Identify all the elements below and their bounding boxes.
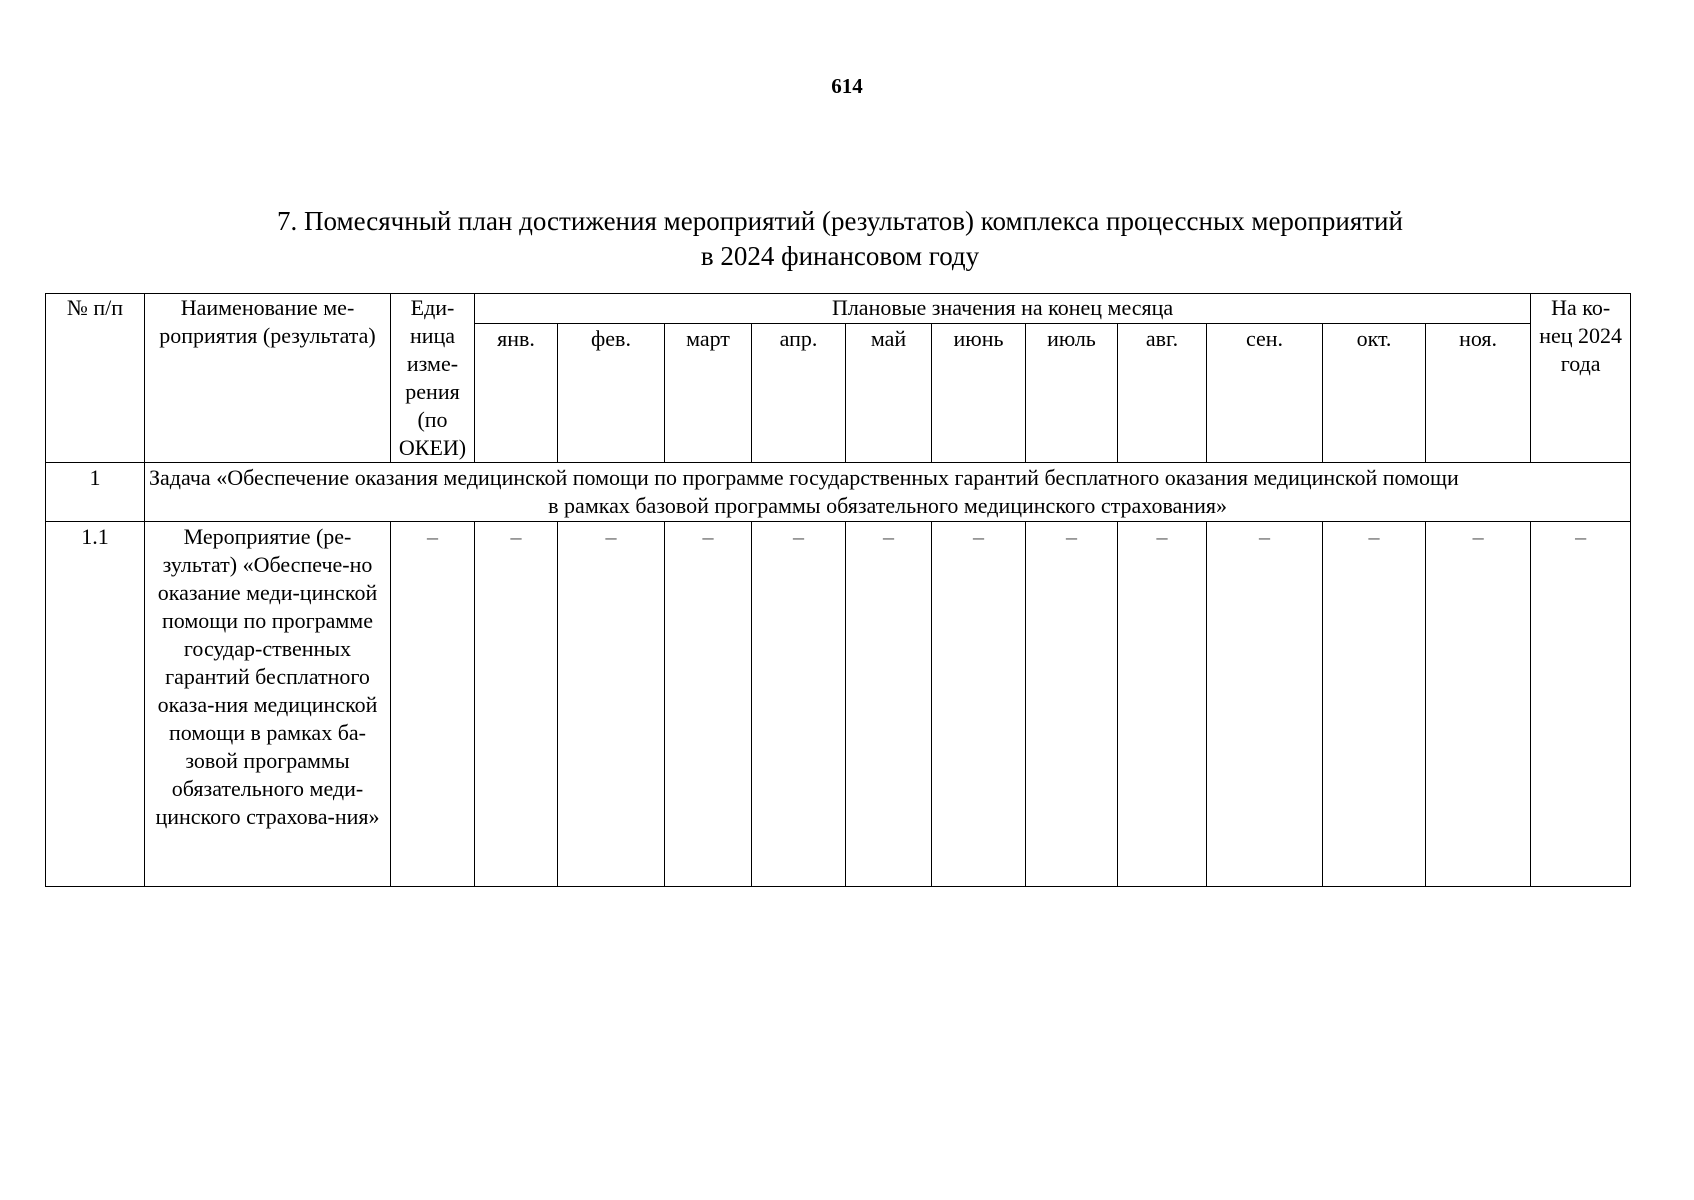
header-month: март <box>665 324 752 463</box>
activity-month-value: – <box>932 522 1026 887</box>
header-unit: Еди-ница изме-рения (по ОКЕИ) <box>391 294 475 463</box>
header-month: май <box>846 324 932 463</box>
task-row <box>46 463 1631 522</box>
task-text-line-2: в рамках базовой программы обязательного медицинского страхования» <box>548 493 1227 518</box>
page-number: 614 <box>831 74 863 98</box>
activity-month-value: – <box>846 522 932 887</box>
header-month: апр. <box>752 324 846 463</box>
header-num: № п/п <box>46 294 145 463</box>
header-year-end: На ко-нец 2024 года <box>1531 294 1631 463</box>
header-month: июнь <box>932 324 1026 463</box>
header-month: ноя. <box>1426 324 1531 463</box>
activity-month-value: – <box>1026 522 1118 887</box>
activity-year-end-value: – <box>1531 522 1631 887</box>
task-text <box>145 463 1631 522</box>
section-title-line-1: 7. Помесячный план достижения мероприятий (результатов) комплекса процессных мероприятий <box>277 206 1403 236</box>
activity-name: Мероприятие (ре-зультат) «Обеспече-но оказание меди-цинской помощи по программе государ-ственных гарантий бесплатного оказа-ния медицинской помощи в рамках ба-зовой программы обязательного меди-цинского страхова-ния» <box>145 522 391 887</box>
activity-row <box>46 522 1631 887</box>
activity-month-value: – <box>1426 522 1531 887</box>
header-month: июль <box>1026 324 1118 463</box>
activity-month-value: – <box>558 522 665 887</box>
header-month: сен. <box>1207 324 1323 463</box>
header-month: фев. <box>558 324 665 463</box>
header-month: окт. <box>1323 324 1426 463</box>
activity-month-value: – <box>475 522 558 887</box>
header-month: авг. <box>1118 324 1207 463</box>
header-plan-values: Плановые значения на конец месяца <box>475 294 1531 324</box>
monthly-plan-table <box>45 293 1631 887</box>
activity-month-value: – <box>752 522 846 887</box>
activity-month-value: – <box>665 522 752 887</box>
activity-month-value: – <box>1207 522 1323 887</box>
activity-unit: – <box>391 522 475 887</box>
header-activity-name: Наименование ме-роприятия (результата) <box>145 294 391 463</box>
section-title-line-2: в 2024 финансовом году <box>700 241 980 271</box>
activity-month-value: – <box>1323 522 1426 887</box>
header-row <box>46 294 1631 324</box>
task-text-line-1: Задача «Обеспечение оказания медицинской помощи по программе государственных гарантий бесплатного оказания медицинской помощи <box>149 465 1459 490</box>
task-num: 1 <box>46 463 145 522</box>
activity-num: 1.1 <box>46 522 145 887</box>
header-month: янв. <box>475 324 558 463</box>
activity-month-value: – <box>1118 522 1207 887</box>
section-title <box>140 204 1540 274</box>
